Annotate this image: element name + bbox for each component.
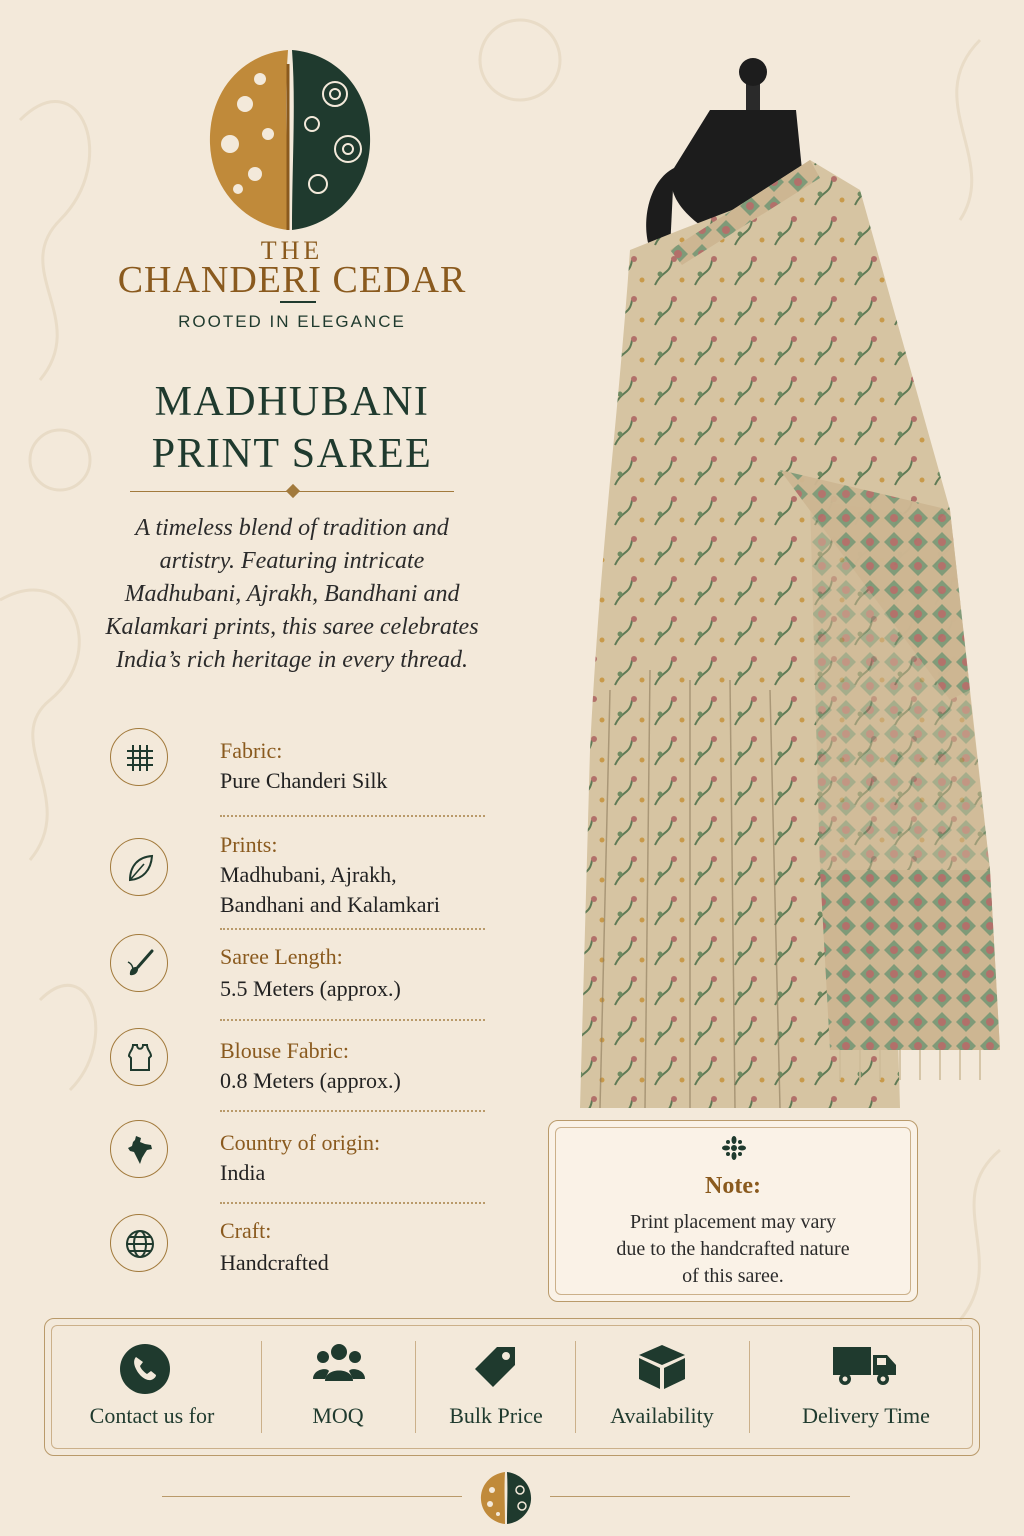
spec-icon-circle xyxy=(110,728,168,786)
brand-name: CHANDERI CEDAR xyxy=(117,259,467,301)
box-icon xyxy=(637,1343,687,1391)
product-title-line2: PRINT SAREE xyxy=(151,431,433,477)
product-description: A timeless blend of tradition and artistry. Featuring intricate Madhubani, Ajrakh, Bandhani and Kalamkari prints, this saree celebrates India’s rich heritage in every thread. xyxy=(105,515,479,673)
phone-icon xyxy=(119,1343,171,1395)
contact-divider xyxy=(575,1341,576,1433)
note-title: Note: xyxy=(705,1173,761,1199)
contact-item-label: Contact us for xyxy=(89,1403,215,1428)
spec-value: Handcrafted xyxy=(220,1250,329,1275)
note-line: of this saree. xyxy=(682,1265,784,1287)
brand-the-text: THE xyxy=(260,236,324,265)
price-tag-icon xyxy=(471,1343,519,1391)
contact-divider xyxy=(415,1341,416,1433)
contact-bar xyxy=(44,1318,980,1456)
india-map-icon xyxy=(124,1134,156,1166)
contact-item-label: Bulk Price xyxy=(449,1403,543,1428)
contact-item-delivery-time[interactable] xyxy=(751,1319,981,1457)
note-box xyxy=(548,1120,918,1302)
spec-value-line2: Bandhani and Kalamkari xyxy=(220,892,440,917)
brand-tagline: ROOTED IN ELEGANCE xyxy=(178,312,406,331)
note-line: due to the handcrafted nature xyxy=(616,1238,850,1260)
truck-icon xyxy=(833,1343,897,1387)
contact-item-bulk-price[interactable] xyxy=(417,1319,575,1457)
footer-logo-icon xyxy=(478,1470,534,1526)
spec-label: Craft: xyxy=(220,1218,272,1243)
grid-weave-icon xyxy=(124,742,156,774)
contact-divider xyxy=(749,1341,750,1433)
contact-item-label: Delivery Time xyxy=(802,1403,930,1428)
title-diamond-ornament xyxy=(286,484,300,498)
spec-divider xyxy=(220,1110,485,1112)
spec-divider xyxy=(220,1202,485,1204)
spec-icon-circle xyxy=(110,934,168,992)
contact-item-label: MOQ xyxy=(312,1403,364,1428)
spec-icon-circle xyxy=(110,1028,168,1086)
spec-icon-circle xyxy=(110,1214,168,1272)
spec-divider xyxy=(220,1019,485,1021)
contact-item-availability[interactable] xyxy=(577,1319,747,1457)
spec-divider xyxy=(220,928,485,930)
spec-icon-circle xyxy=(110,838,168,896)
spec-value: 0.8 Meters (approx.) xyxy=(220,1068,401,1093)
product-title-line1: MADHUBANI xyxy=(154,379,430,425)
footer-divider-right xyxy=(550,1496,850,1497)
brand-divider xyxy=(280,301,316,303)
note-line: Print placement may vary xyxy=(629,1211,837,1233)
product-title xyxy=(0,376,584,480)
group-icon xyxy=(313,1343,365,1383)
spec-value: Pure Chanderi Silk xyxy=(220,768,388,793)
paintbrush-icon xyxy=(124,948,156,980)
contact-item-contact[interactable] xyxy=(45,1319,259,1457)
floral-star-icon xyxy=(721,1135,747,1161)
spec-value: India xyxy=(220,1160,266,1185)
brand-logo-tree-icon xyxy=(200,44,380,234)
contact-item-moq[interactable] xyxy=(263,1319,413,1457)
spec-label: Fabric: xyxy=(220,738,283,763)
spec-label: Blouse Fabric: xyxy=(220,1038,349,1063)
contact-item-label: Availability xyxy=(610,1403,714,1428)
footer-divider-left xyxy=(162,1496,462,1497)
spec-label: Country of origin: xyxy=(220,1130,381,1155)
blouse-icon xyxy=(124,1042,156,1074)
spec-divider xyxy=(220,815,485,817)
spec-icon-circle xyxy=(110,1120,168,1178)
saree-on-mannequin-image xyxy=(570,50,1024,1110)
spec-value: 5.5 Meters (approx.) xyxy=(220,976,401,1001)
spec-label: Saree Length: xyxy=(220,944,343,969)
leaf-icon xyxy=(124,852,156,884)
spec-value: Madhubani, Ajrakh, xyxy=(220,862,397,887)
spec-label: Prints: xyxy=(220,832,278,857)
contact-divider xyxy=(261,1341,262,1433)
note-text xyxy=(549,1209,917,1290)
globe-icon xyxy=(124,1228,156,1260)
